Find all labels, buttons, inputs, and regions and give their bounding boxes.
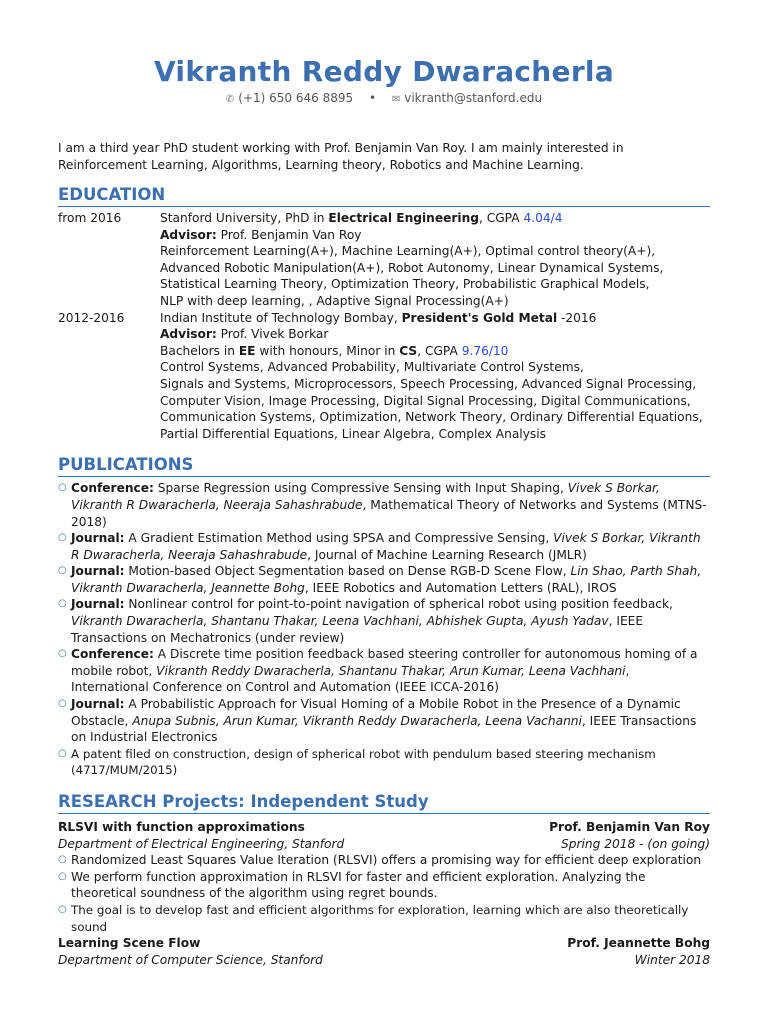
publication-item: ○ Conference: Sparse Regression using Compressive Sensing with Input Shaping, Vivek S Borkar, Vikranth R Dwaracherla, Neeraja Sahashrabude, Mathematical Theory of Networks and Systems (MTNS-2018) <box>58 481 707 529</box>
course-line: Statistical Learning Theory, Optimization Theory, Probabilistic Graphical Models, <box>160 277 650 292</box>
candidate-name: Vikranth Reddy Dwaracherla <box>153 55 615 88</box>
course-line: NLP with deep learning, , Adaptive Signal Processing(A+) <box>160 293 509 308</box>
education-advisor: Advisor: Prof. Vivek Borkar <box>160 327 329 342</box>
education-institution: Stanford University, PhD in Electrical Engineering, CGPA 4.04/4 <box>160 211 563 225</box>
section-research-title: RESEARCH Projects: Independent Study <box>58 791 710 814</box>
course-line: Advanced Robotic Manipulation(A+), Robot Autonomy, Linear Dynamical Systems, <box>160 260 664 275</box>
project-header <box>58 935 710 952</box>
circle-bullet-icon: ○ <box>58 648 67 660</box>
circle-bullet-icon: ○ <box>58 698 67 710</box>
phone-number[interactable]: (+1) 650 646 8895 <box>238 91 354 105</box>
publication-item: ○ Journal: A Probabilistic Approach for Visual Homing of a Mobile Robot in the Presence of a Dynamic Obstacle, Anupa Subnis, Arun Kumar, Vikranth Reddy Dwaracherla, Leena Vachanni, IEEE Transactions on Industrial Electronics <box>58 697 697 745</box>
course-line: Reinforcement Learning(A+), Machine Learning(A+), Optimal control theory(A+), <box>160 244 656 259</box>
project-department: Department of Electrical Engineering, Stanford <box>58 836 345 851</box>
publication-item: ○ Journal: Nonlinear control for point-to-point navigation of spherical robot using position feedback, Vikranth Dwaracherla, Shantanu Thakar, Leena Vachhani, Abhishek Gupta, Ayush Yadav, IEEE Transactions on Mechatronics (under review) <box>58 597 673 645</box>
project-name: Learning Scene Flow <box>58 936 201 951</box>
project-period: Winter 2018 <box>634 952 710 967</box>
education-advisor: Advisor: Prof. Benjamin Van Roy <box>160 227 362 242</box>
education-entry-iitb <box>58 310 710 443</box>
project-header <box>58 819 710 836</box>
intro-paragraph: I am a third year PhD student working with Prof. Benjamin Van Roy. I am mainly interested in Reinforcement Learning, Algorithms, Learning theory, Robotics and Machine Learning. <box>58 141 624 172</box>
circle-bullet-icon: ○ <box>58 482 67 494</box>
envelope-icon: ✉ <box>391 94 401 105</box>
course-line: Computer Vision, Image Processing, Digital Signal Processing, Digital Communications, <box>160 393 691 408</box>
contact-separator: • <box>368 91 377 105</box>
project-period: Spring 2018 - (on going) <box>561 836 710 851</box>
cgpa-link[interactable]: 9.76/10 <box>461 343 509 358</box>
project-advisor: Prof. Benjamin Van Roy <box>549 820 710 834</box>
project-advisor: Prof. Jeannette Bohg <box>567 936 710 951</box>
publication-list <box>58 480 710 779</box>
circle-bullet-icon: ○ <box>58 870 67 882</box>
education-degree: Bachelors in EE with honours, Minor in CS, CGPA 9.76/10 <box>160 343 509 358</box>
publication-item: ○ Journal: A Gradient Estimation Method using SPSA and Compressive Sensing, Vivek S Borkar, Vikranth R Dwaracherla, Neeraja Sahashrabude, Journal of Machine Learning Research (JMLR) <box>58 531 701 562</box>
project-bullet: ○ Randomized Least Squares Value Iteration (RLSVI) offers a promising way for efficient deep exploration <box>58 853 702 868</box>
project-bullet: ○ We perform function approximation in RLSVI for faster and efficient exploration. Analyzing the theoretical soundness of the algorithm using regret bounds. <box>58 869 646 901</box>
email-link[interactable]: vikranth@stanford.edu <box>404 91 543 105</box>
circle-bullet-icon: ○ <box>58 598 67 610</box>
circle-bullet-icon: ○ <box>58 747 67 759</box>
project-subheader <box>58 952 710 969</box>
publication-item: ○ Journal: Motion-based Object Segmentation based on Dense RGB-D Scene Flow, Lin Shao, Parth Shah, Vikranth Dwaracherla, Jeannette Bohg, IEEE Robotics and Automation Letters (RAL), IROS <box>58 564 702 595</box>
education-year: from 2016 <box>58 211 122 225</box>
course-line: Partial Differential Equations, Linear Algebra, Complex Analysis <box>160 426 546 441</box>
course-line: Signals and Systems, Microprocessors, Speech Processing, Advanced Signal Processing, <box>160 376 697 391</box>
circle-bullet-icon: ○ <box>58 532 67 544</box>
education-entry-stanford <box>58 210 710 310</box>
phone-icon: ✆ <box>225 94 235 105</box>
patent-item: ○ A patent filed on construction, design of spherical robot with pendulum based steering mechanism (4717/MUM/2015) <box>58 746 656 778</box>
publication-item: ○ Conference: A Discrete time position feedback based steering controller for autonomous homing of a mobile robot, Vikranth Reddy Dwaracherla, Shantanu Thakar, Arun Kumar, Leena Vachhani, International Conference on Control and Automation (IEEE ICCA-2016) <box>58 647 698 695</box>
section-publications-title: PUBLICATIONS <box>58 454 710 477</box>
education-year: 2012-2016 <box>58 310 125 325</box>
project-subheader <box>58 836 710 853</box>
course-line: Control Systems, Advanced Probability, Multivariate Control Systems, <box>160 360 584 375</box>
contact-line <box>58 90 710 108</box>
education-institution: Indian Institute of Technology Bombay, President's Gold Metal -2016 <box>160 310 597 325</box>
project-department: Department of Computer Science, Stanford <box>58 952 323 967</box>
circle-bullet-icon: ○ <box>58 854 67 866</box>
circle-bullet-icon: ○ <box>58 903 67 915</box>
project-bullet: ○ The goal is to develop fast and efficient algorithms for exploration, learning which are also theoretically sound <box>58 902 689 934</box>
resume-page <box>58 0 710 968</box>
project-bullets <box>58 852 710 935</box>
cgpa-link[interactable]: 4.04/4 <box>523 211 563 225</box>
section-education-title: EDUCATION <box>58 184 710 207</box>
project-name: RLSVI with function approximations <box>58 820 305 834</box>
circle-bullet-icon: ○ <box>58 565 67 577</box>
course-line: Communication Systems, Optimization, Network Theory, Ordinary Differential Equations, <box>160 410 703 425</box>
